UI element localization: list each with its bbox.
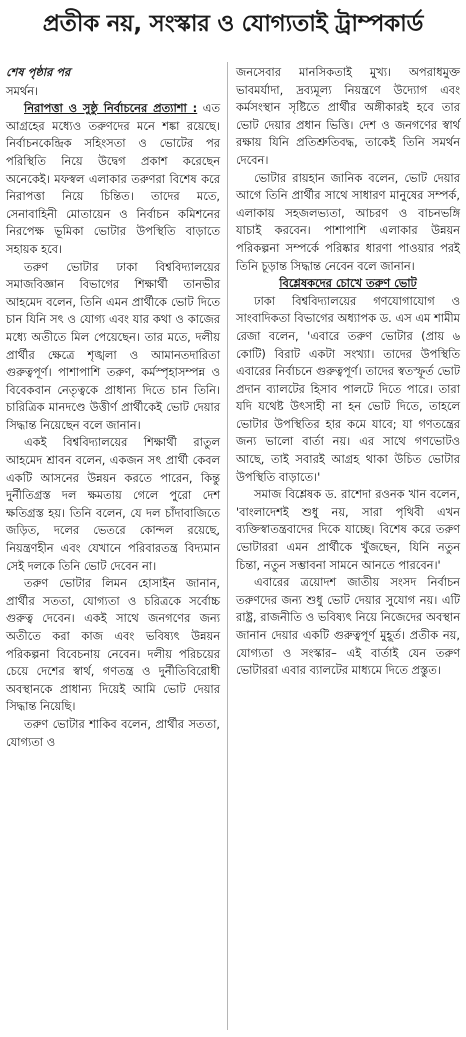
subheading-analysts [236, 275, 460, 293]
paragraph-ratul: একই বিশ্ববিদ্যালয়ের শিক্ষার্থী রাতুল আহমেদ শ্রাবন বলেন, একজন সৎ প্রার্থী কেবল একটি আসনের উন্নয়ন করতে পারেন, কিন্তু দুর্নীতিগ্রস্ত দল ক্ষমতায় গেলে পুরো দেশ ক্ষতিগ্রস্ত হয়। তিনি বলেন, যে দল চাঁদাবাজিতে জড়িত, দলের ভেতরে কোন্দল রয়েছে, নিয়ন্ত্রণহীন এবং যেখানে পরিবারতন্ত্র বিদ্যমান সেই দলকে তিনি ভোট দেবেন না। [6, 435, 220, 573]
left-column [6, 64, 220, 751]
right-column [236, 64, 460, 680]
paragraph-security [6, 100, 220, 258]
paragraph-rayhan: ভোটার রায়হান জানিক বলেন, ভোট দেয়ার আগে তিনি প্রার্থীর সাথে সাধারণ মানুষের সম্পর্ক, এলাকায় সহজলভ্যতা, আচরণ ও বাচনভঙ্গি যাচাই করবেন। পাশাপাশি এলাকার উন্নয়ন পরিকল্পনা সম্পর্কে পরিষ্কার ধারণা পাওয়ার পরই তিনি চূড়ান্ত সিদ্ধান্ত নেবেন বলে জানান। [236, 170, 460, 273]
continuation-note: শেষ পৃষ্ঠার পর [6, 65, 71, 79]
headline: প্রতীক নয়, সংস্কার ও যোগ্যতাই ট্রাম্পকার্ড [42, 11, 424, 37]
lead-paragraph: সমর্থন। [6, 83, 39, 98]
paragraph-limon: তরুণ ভোটার লিমন হোসাইন জানান, প্রার্থীর সততা, যোগ্যতা ও চরিত্রকে সর্বোচ্চ গুরুত্ব দেবেন। একই সাথে জনগণের জন্য অতীতে করা কাজ এবং ভবিষ্যৎ উন্নয়ন পরিকল্পনা বিবেচনায় নেবেন। দলীয় পরিচয়ের চেয়ে দেশের স্বার্থ, গণতন্ত্র ও দুর্নীতিবিরোধী অবস্থানকে প্রাধান্য দিয়েই আমি ভোট দেয়ার সিদ্ধান্ত নিয়েছি। [6, 576, 220, 714]
paragraph-tanvir: তরুণ ভোটার ঢাকা বিশ্ববিদ্যালয়ের সমাজবিজ্ঞান বিভাগের শিক্ষার্থী তানভীর আহমেদ বলেন, তিনি এমন প্রার্থীকে ভোট দিতে চান যিনি সৎ ও যোগ্য এবং যার কথা ও কাজের মধ্যে অতীতে মিল পেয়েছেন। তার মতে, দলীয় প্রার্থীর ক্ষেত্রে শৃঙ্খলা ও আমানতদারিতা গুরুত্বপূর্ণ। পাশাপাশি তরুণ, কর্মস্পৃহাসম্পন্ন ও বিবেকবান নেতৃত্বকে প্রাধান্য দিতে চান তিনি। চারিত্রিক মানদণ্ডে উত্তীর্ণ প্রার্থীকেই ভোট দেয়ার সিদ্ধান্ত নিয়েছেন বলে জানান। [6, 259, 220, 432]
paragraph-shamim-reza: ঢাকা বিশ্ববিদ্যালয়ের গণযোগাযোগ ও সাংবাদিকতা বিভাগের অধ্যাপক ড. এস এম শামীম রেজা বলেন, 'এবারে তরুণ ভোটার (প্রায় ৬ কোটি) বিরাট একটা সংখ্যা। তাদের উপস্থিতি এবারের নির্বাচনে গুরুত্বপূর্ণ। তাদের স্বতস্ফূর্ত ভোট প্রদান ব্যালটের হিসাব পালটে দিতে পারে। তারা যদি যথেষ্ট উৎসাহী না হন ভোট দিতে, তাহলে ভোটার উপস্থিতির হার কমে যাবে; যা গণতন্ত্রের জন্য ভালো বার্তা নয়। এর সাথে গণভোটও আছে, তাই সবারই আগ্রহ থাকা উচিত ভোটার উপস্থিতি বাড়াতে।' [236, 293, 460, 484]
paragraph-shakib-cont: জনসেবার মানসিকতাই মুখ্য। অপরাধমুক্ত ভাবমর্যাদা, দ্রব্যমূল্য নিয়ন্ত্রণে উদ্যোগ এবং কর্মসংস্থান সৃষ্টিতে প্রার্থীর অঙ্গীকারই হবে তার ভোট দেয়ার প্রধান ভিত্তি। দেশ ও জনগণের স্বার্থ রক্ষায় যিনি প্রতিশ্রুতিবদ্ধ, তাকেই তিনি সমর্থন দেবেন। [236, 65, 460, 167]
paragraph-conclusion: এবারের ত্রয়োদশ জাতীয় সংসদ নির্বাচন তরুণদের জন্য শুধু ভোট দেয়ার সুযোগ নয়। এটি রাষ্ট্র, রাজনীতি ও ভবিষ্যৎ নিয়ে নিজেদের অবস্থান জানান দেয়ার একটি গুরুত্বপূর্ণ মুহূর্ত। প্রতীক নয়, যোগ্যতা ও সংস্কার– এই বার্তাই যেন তরুণ ভোটাররা এবার ব্যালটের মাধ্যমে দিতে প্রস্তুত। [236, 575, 460, 678]
subheading-security: নিরাপত্তা ও সুষ্ঠু নির্বাচনের প্রত্যাশা : [24, 101, 198, 116]
paragraph-security-text: এত আগ্রহের মধ্যেও তরুণদের মনে শঙ্কা রয়েছে। নির্বাচনকেন্দ্রিক সহিংসতা ও ভোটের পর পরিস্থিতি নিয়ে উদ্বেগ প্রকাশ করেছেন অনেকেই। মফস্বল এলাকার তরুণরা বিশেষ করে নিরাপত্তা নিয়ে চিন্তিত। তাদের মতে, সেনাবাহিনী মোতায়েন ও নির্বাচন কমিশনের নিরপেক্ষ ভূমিকা ভোটার উপস্থিতি বাড়াতে সহায়ক হবে। [6, 101, 220, 256]
paragraph-shakib: তরুণ ভোটার শাকিব বলেন, প্রার্থীর সততা, যোগ্যতা ও [6, 716, 220, 749]
subheading-analysts-text: বিশ্লেষকদের চোখে তরুণ ভোট [279, 276, 417, 291]
paragraph-rasheda: সমাজ বিশ্লেষক ড. রাশেদা রওনক খান বলেন, 'বাংলাদেশই শুধু নয়, সারা পৃথিবী এখন ব্যক্তিস্বাতন্ত্রবাদের দিকে যাচ্ছে। বিশেষ করে তরুণ ভোটাররা এমন প্রার্থীকে খুঁজছেন, যিনি নতুন চিন্তা, নতুন সম্ভাবনা সামনে আনতে পারবেন।' [236, 487, 460, 572]
column-divider [227, 62, 228, 1030]
